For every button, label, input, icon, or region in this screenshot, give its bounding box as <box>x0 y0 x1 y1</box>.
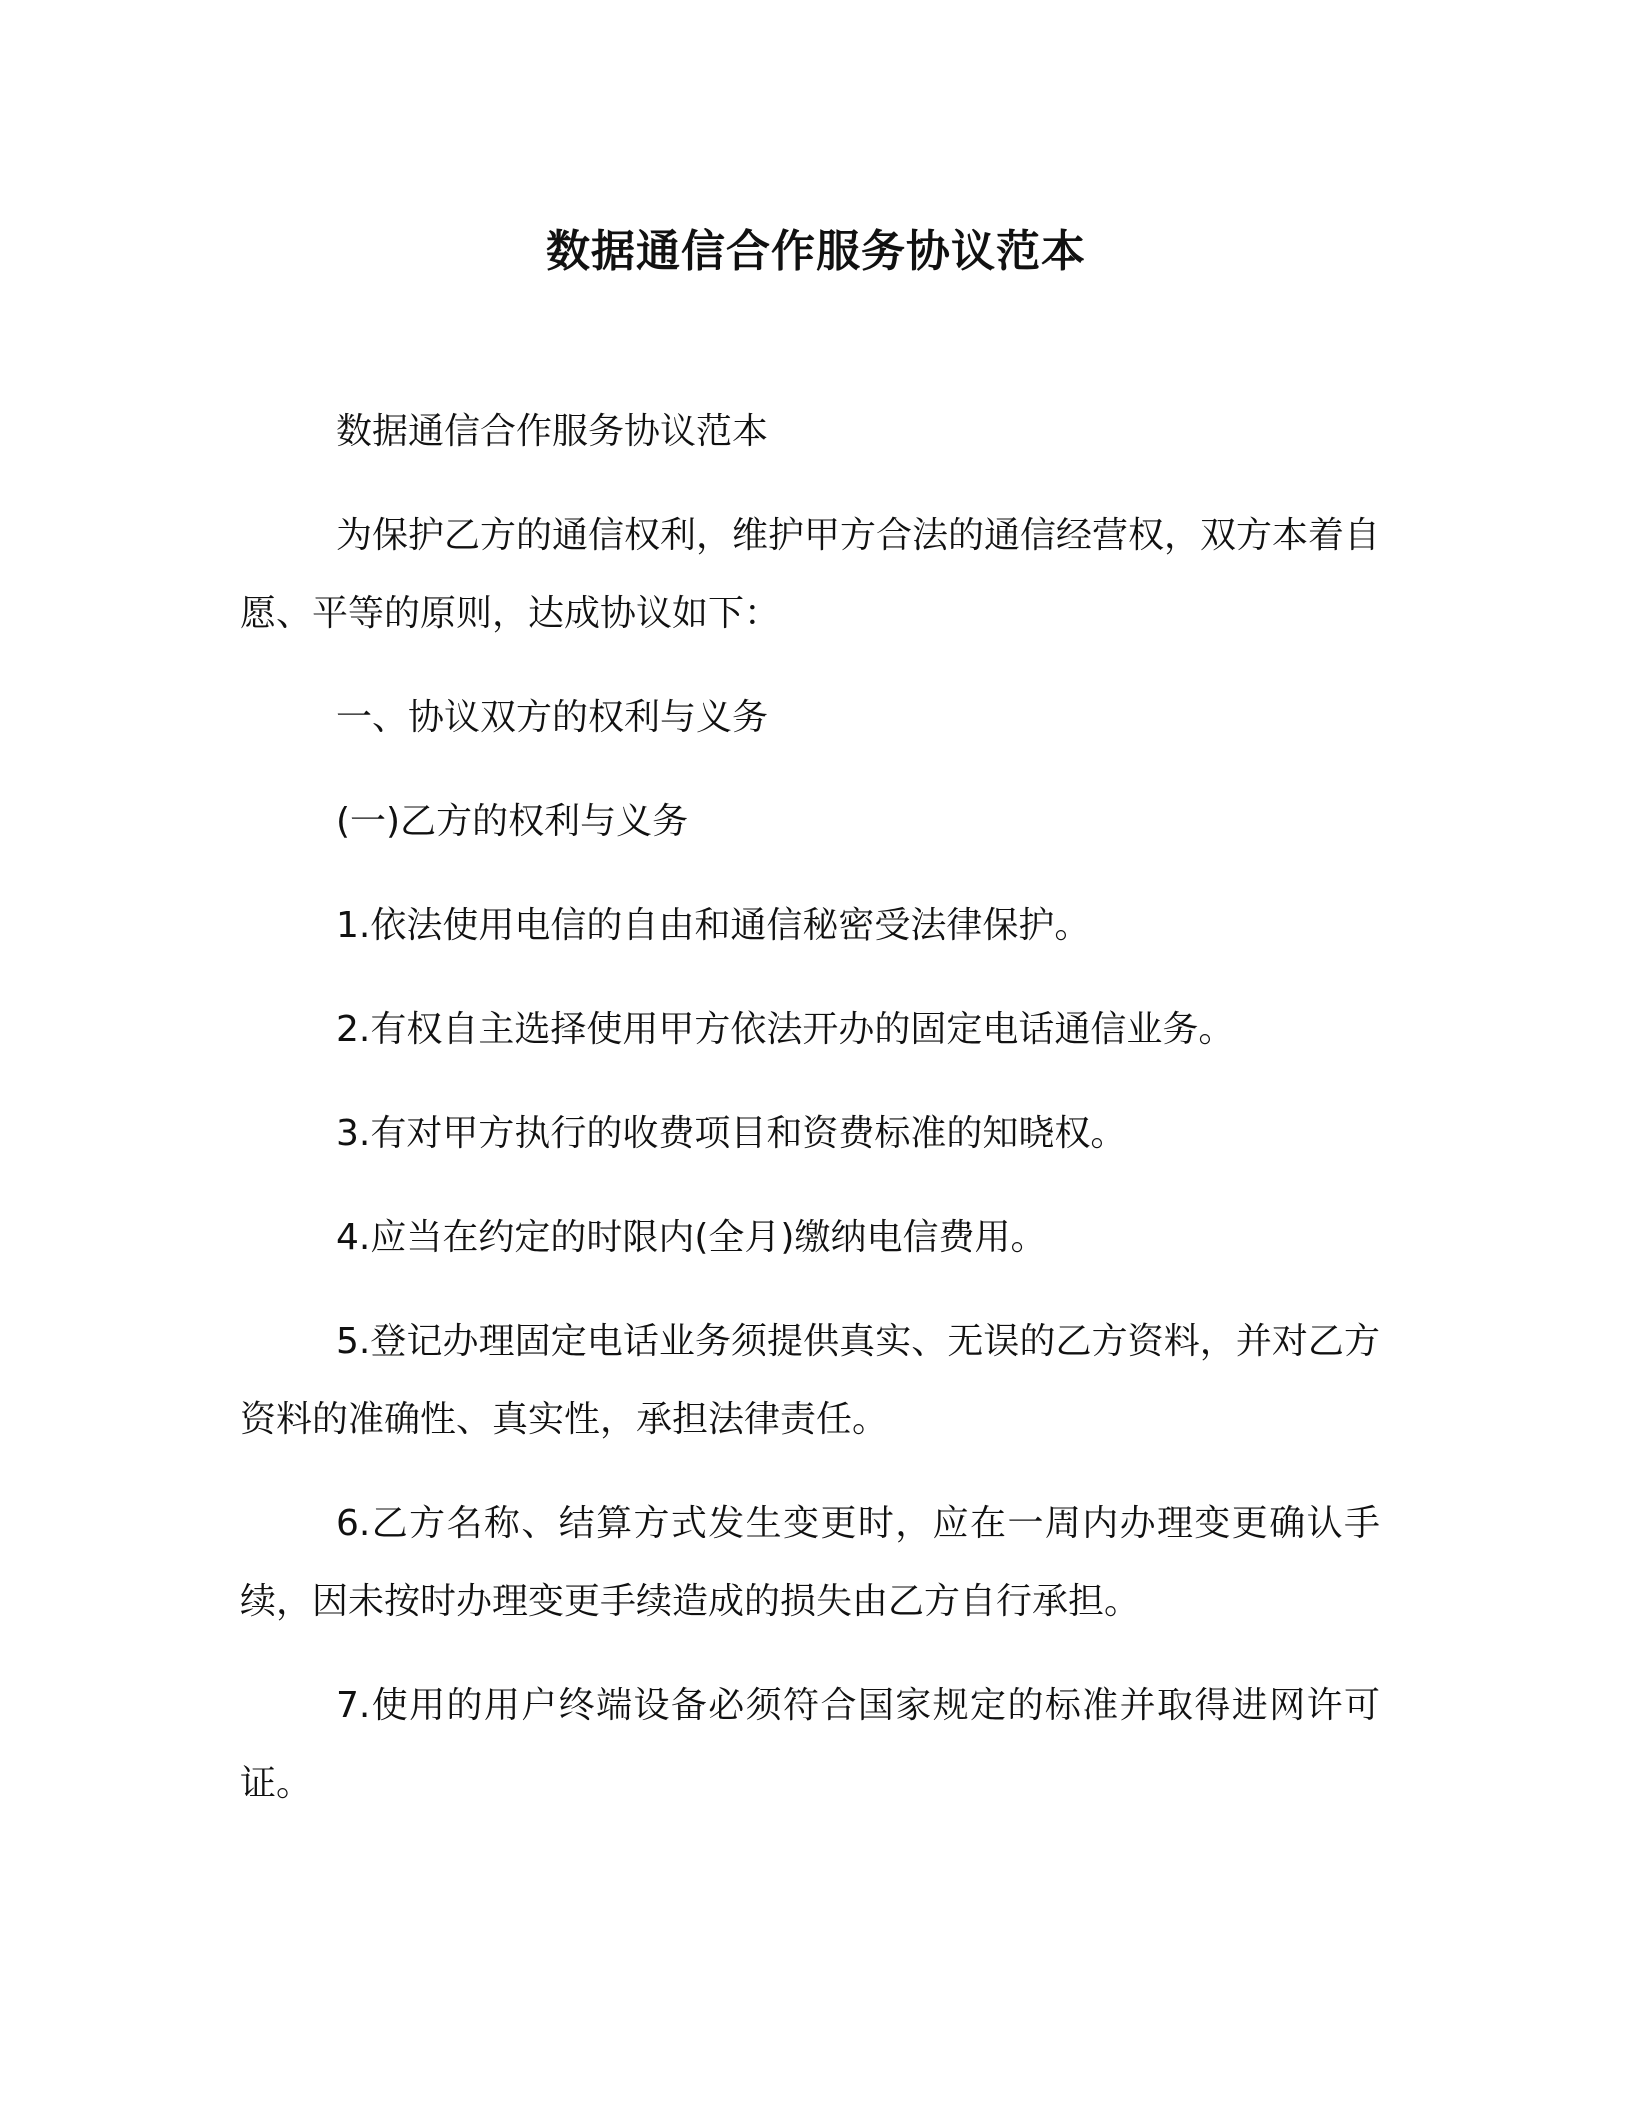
preamble-paragraph: 为保护乙方的通信权利，维护甲方合法的通信经营权，双方本着自愿、平等的原则，达成协议如下： <box>240 515 1381 634</box>
clause-1: 1.依法使用电信的自由和通信秘密受法律保护。 <box>336 905 1091 946</box>
clause-6: 6.乙方名称、结算方式发生变更时，应在一周内办理变更确认手续，因未按时办理变更手续造成的损失由乙方自行承担。 <box>240 1503 1380 1622</box>
clause-5: 5.登记办理固定电话业务须提供真实、无误的乙方资料，并对乙方资料的准确性、真实性，承担法律责任。 <box>240 1321 1380 1440</box>
clause-4: 4.应当在约定的时限内(全月)缴纳电信费用。 <box>336 1217 1047 1258</box>
document-title: 数据通信合作服务协议范本 <box>546 226 1086 277</box>
subtitle-paragraph: 数据通信合作服务协议范本 <box>336 411 769 452</box>
subsection-heading: (一)乙方的权利与义务 <box>336 801 689 842</box>
clause-2: 2.有权自主选择使用甲方依法开办的固定电话通信业务。 <box>336 1009 1235 1050</box>
document-body <box>240 393 1380 1849</box>
clause-3: 3.有对甲方执行的收费项目和资费标准的知晓权。 <box>336 1113 1127 1154</box>
clause-7: 7.使用的用户终端设备必须符合国家规定的标准并取得进网许可证。 <box>240 1685 1380 1804</box>
section-heading: 一、协议双方的权利与义务 <box>336 697 769 738</box>
